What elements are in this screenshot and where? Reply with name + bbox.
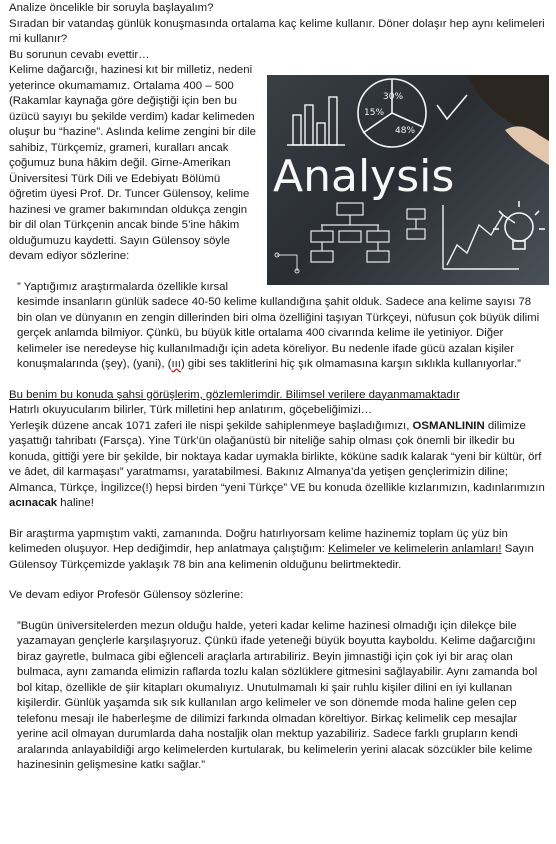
- personal-heading: Bu benim bu konuda şahsi görüşlerim, gözlemlerimdir. Bilimsel verilere dayanmamaktadır: [9, 388, 460, 401]
- bold-word-osmanlinin: OSMANLININ: [412, 419, 485, 432]
- continue-line: Ve devam ediyor Profesör Gülensoy sözlerine:: [9, 589, 244, 601]
- quote-1-text: ” Yaptığımız araştırmalarda özellikle kırsal kesimde insanların günlük sadece 40-50 kelime kullandığına şahit olduk. Sadece ana kelime sayısı 78 bin olan ve dünyanın en zengin dillerinden biri olma özelliğini taşıyan Türkçeyi, nüfusun çok büyük dilimi gerçek anlamda bilmiyor. Çünkü, bu büyük kitle ortalama 400 civarında kelime ile yetiniyor. Diğer kelimeler ise neredeyse hiç kullanılmadığı için adeta köreliyor. Bu nedenle ifade gücü azalan kişiler konuşmalarında (şey), (yani), (: [17, 280, 540, 370]
- quote-1: [9, 280, 549, 373]
- analysis-image: [267, 75, 549, 285]
- line-chart-doodle: [443, 205, 519, 269]
- personal-paragraph: [9, 419, 549, 512]
- flowchart-doodle: [311, 203, 425, 262]
- document-page: [9, 1, 549, 774]
- personal-text-end: haline!: [57, 497, 94, 509]
- personal-text-continued: dilimize yaşattığı tahribatı (Farsça). Yine Türk’ün olağanüstü bir niteliğe sahip olması çok önemli bir ilkedir bu konuda, gittiği yere bir şekilde, bir noktaya kadar uymakla birlikte, köküne sadık kalarak “yeni bir kültür, örf ve âdet, dil karmaşası” yaratmamsı, yaratabilmesi. Bakınız Almanya’da yetişen gençlerimizin diline; Almanca, Türkçe, İngilizce(!) hepsi birden “yeni Türkçe” VE bu konuda özellikle kızlarımızın, kadınlarımızın: [9, 419, 545, 494]
- intro-line-2: Sıradan bir vatandaş günlük konuşmasında ortalama kaç kelime kullanır. Döner dolaşır hep aynı kelimeleri mi kullanır?: [9, 17, 545, 45]
- research-text-end: Sayın Gülensoy Türkçemizde yaklaşık 78 bin ana kelimenin olduğunu belirtmektedir.: [9, 543, 534, 571]
- check-doodle: [437, 95, 467, 119]
- misspelled-word[interactable]: ııı: [171, 358, 181, 370]
- intro-line-1: Analize öncelikle bir soruyla başlayalım?: [9, 2, 214, 14]
- personal-text: Yerleşik düzene ancak 1071 zaferi ile nispi şekilde sahiplenmeye başladığımızı,: [9, 419, 413, 432]
- research-paragraph: [9, 527, 549, 574]
- pie-label-3: 48%: [395, 126, 416, 136]
- pie-label-1: 30%: [383, 92, 404, 102]
- bold-word-acinacak: acınacak: [9, 497, 58, 509]
- analysis-illustration: [267, 75, 549, 285]
- analysis-word: Analysis: [273, 151, 455, 202]
- bar-chart-doodle: [287, 97, 345, 145]
- research-text: Bir araştırma yapmıştım vakti, zamanında. Doğru hatırlıyorsam kelime hazinemiz toplam üç yüz bin kelimeden oluşuyor. Hep dediğimdir, hep anlatmaya çalıştığım:: [9, 527, 508, 555]
- wrapped-paragraph: Kelime dağarcığı, hazinesi kıt bir milletiz, nedeni yeterince okumamamız. Ortalama 400 – 500 (Rakamlar kaynağa göre değiştiği için ben bu üzücü sayıyı bu şekilde verdim) kadar kelimeden oluşur bu “hazine”. Aslında kelime zengini bir dile sahibiz, Türkçemiz, grameri, kuralları ancak çoğumuz buna hâkim değil. Girne-Amerikan Üniversitesi Türk Dili ve Edebiyatı Bölümü öğretim üyesi Prof. Dr. Tuncer Gülensoy, kelime hazinesi ve gramer bakımından oldukça zengin bir dil olan Türkçenin ancak binde 5’ine hâkim olduğumuzu kaydetti. Sayın Gülensoy söyle devam ediyor sözlerine:: [9, 64, 256, 262]
- pie-label-2: 15%: [364, 108, 385, 118]
- lightbulb-icon: [493, 201, 545, 249]
- circuit-doodle: [275, 253, 299, 273]
- intro-line-3: Bu sorunun cevabı evettir…: [9, 48, 150, 61]
- quote-1-end: ) gibi ses taklitlerini hiç şık olmamasına karşın sıklıkla kullanıyorlar.”: [180, 358, 521, 370]
- underlined-phrase: Kelimeler ve kelimelerin anlamları!: [328, 543, 502, 555]
- quote-2: ”Bugün üniversitelerden mezun olduğu halde, yeteri kadar kelime hazinesi olmadığı için dilekçe bile yazamayan gençlerle karşılaşıyoruz. Çünkü ifade yeteneği büyük boyutta kayboldu. Kelime dağarcığını biraz gayretle, bulmaca gibi eğlenceli araçlarla artırabiliriz. Beyin jimnastiği için çok iyi bir araç olan bulmaca, aynı zamanda elimizin raflarda tozlu kalan sözlüklere gitmesini sağlayabilir. Aynı zamanda bol bol kitap, özellikle de şiir kitapları okumalıyız. Unutulmamalı ki şair ruhlu kişiler dilini en iyi kullanan kişilerdir. Günlük yaşamda sık sık kullanılan argo kelimeler ve son dönemde moda haline gelen cep telefonu mesajı ile haberleşme de dilimizi farkında olmadan köreltiyor. Birkaç kelimelik cep mesajlar yerine acil olmayan durumlarda daha nostaljik olan mektup yazabiliriz. Sadece farklı grupların kendi aralarında anlayabildiği argo kelimelerden kurtularak, bu kelimelerin yerini alacak sözcükler bile kelime hazinesinin gelişmesine katkı sağlar.”: [17, 619, 538, 771]
- personal-line-1: Hatırlı okuyucularım bilirler, Türk milletini hep anlatırım, göçebeliğimizi…: [9, 404, 373, 416]
